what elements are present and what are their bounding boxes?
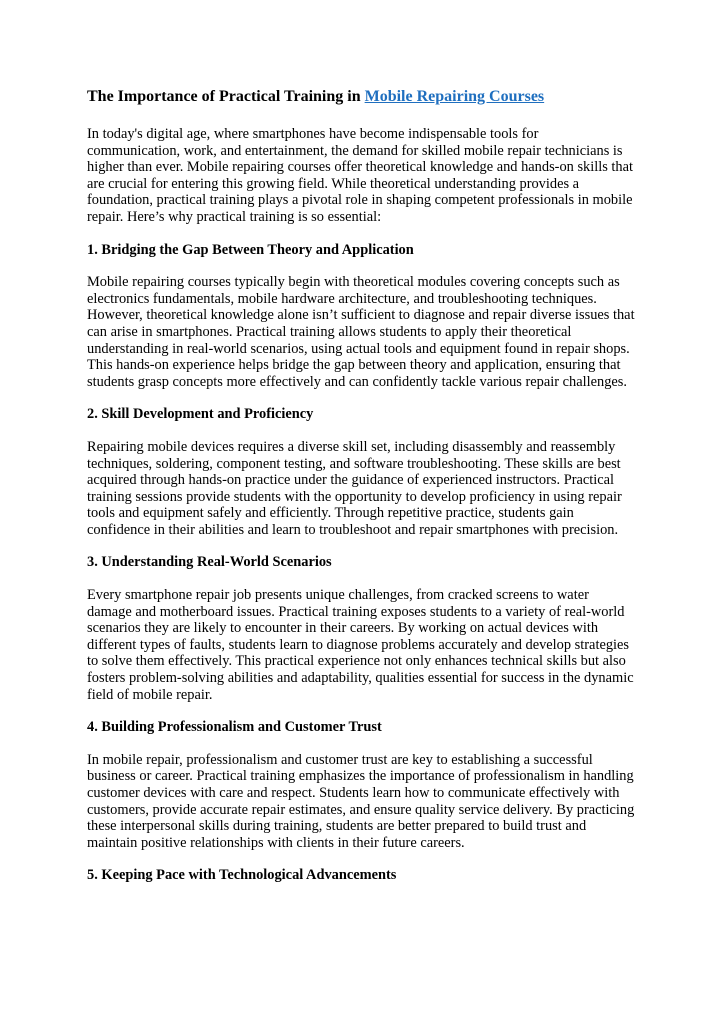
section-4-body: In mobile repair, professionalism and customer trust are key to establishing a successful business or career. Practical training emphasizes the importance of professionalism in handling customer devices with care and respect. Students learn how to communicate effectively with customers, provide accurate repair estimates, and ensure quality service delivery. By practicing these interpersonal skills during training, students are better prepared to build trust and maintain positive relationships with clients in their future careers. xyxy=(87,751,635,851)
section-3-body: Every smartphone repair job presents unique challenges, from cracked screens to water damage and motherboard issues. Practical training exposes students to a variety of real-world scenarios they are likely to encounter in their careers. By working on actual devices with different types of faults, students learn to diagnose problems accurately and develop strategies to solve them effectively. This practical experience not only enhances technical skills but also fosters problem-solving abilities and adaptability, qualities essential for success in the dynamic field of mobile repair. xyxy=(87,587,634,703)
document-page xyxy=(87,86,635,900)
section-3-heading: 3. Understanding Real-World Scenarios xyxy=(87,554,332,571)
section-1-heading: 1. Bridging the Gap Between Theory and Application xyxy=(87,241,414,258)
section-5-heading: 5. Keeping Pace with Technological Advancements xyxy=(87,867,397,884)
title-prefix: The Importance of Practical Training in xyxy=(87,88,365,105)
section-2-body: Repairing mobile devices requires a diverse skill set, including disassembly and reassembly techniques, soldering, component testing, and software troubleshooting. These skills are best acquired through hands-on practice under the guidance of experienced instructors. Practical training sessions provide students with the opportunity to develop proficiency in using repair tools and equipment safely and efficiently. Through repetitive practice, students gain confidence in their abilities and learn to troubleshoot and repair smartphones with precision. xyxy=(87,438,622,538)
section-2-heading: 2. Skill Development and Proficiency xyxy=(87,406,314,423)
section-1-body: Mobile repairing courses typically begin with theoretical modules covering concepts such as electronics fundamentals, mobile hardware architecture, and troubleshooting techniques. However, theoretical knowledge alone isn’t sufficient to diagnose and repair diverse issues that can arise in smartphones. Practical training allows students to apply their theoretical understanding in real-world scenarios, using actual tools and equipment found in repair shops. This hands-on experience helps bridge the gap between theory and application, ensuring that students grasp concepts more effectively and can confidently tackle various repair challenges. xyxy=(87,274,635,390)
document-title xyxy=(87,86,635,108)
mobile-repairing-courses-link[interactable]: Mobile Repairing Courses xyxy=(364,88,545,105)
intro-paragraph: In today's digital age, where smartphones have become indispensable tools for communication, work, and entertainment, the demand for skilled mobile repair technicians is higher than ever. Mobile repairing courses offer theoretical knowledge and hands-on skills that are crucial for entering this growing field. While theoretical understanding provides a foundation, practical training plays a pivotal role in shaping competent professionals in mobile repair. Here’s why practical training is so essential: xyxy=(87,126,634,225)
section-4-heading: 4. Building Professionalism and Customer Trust xyxy=(87,719,382,736)
